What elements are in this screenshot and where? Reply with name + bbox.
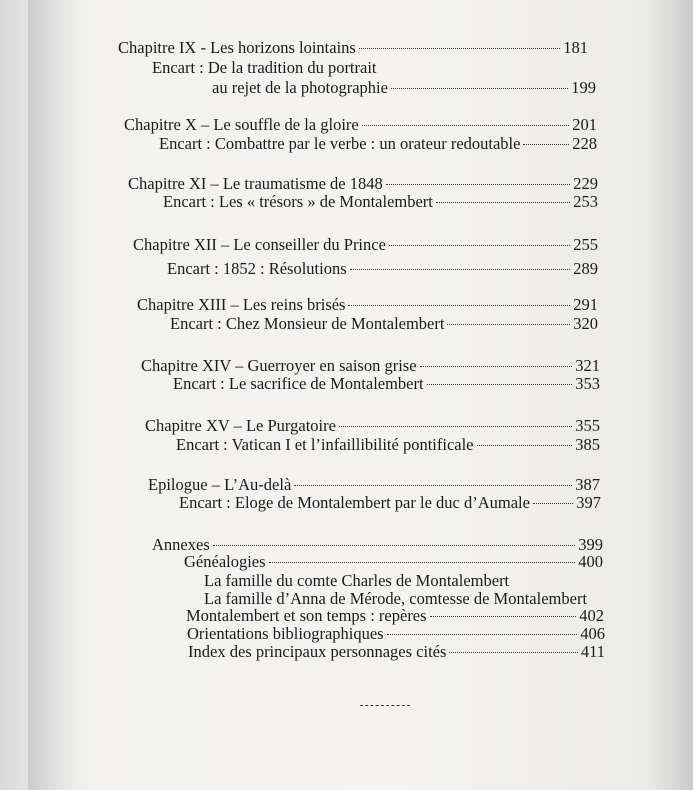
toc-entry-epilogue (148, 475, 600, 495)
toc-entry-encart-10 (159, 134, 597, 154)
toc-entry-chapter-9 (118, 38, 588, 58)
toc-page-number: 387 (575, 475, 600, 494)
toc-entry-label: Epilogue – L’Au-delà (148, 475, 292, 494)
toc-entry-encart-13 (170, 314, 598, 334)
toc-entry-reperes (186, 606, 604, 626)
dot-leader (523, 144, 569, 145)
toc-entry-label: Encart : Le sacrifice de Montalembert (173, 374, 424, 393)
toc-page-number: 201 (572, 115, 597, 134)
toc-entry-label: Chapitre XV – Le Purgatoire (145, 416, 336, 435)
toc-entry-encart-epilogue (179, 493, 601, 513)
toc-entry-label: Orientations bibliographiques (187, 624, 384, 643)
dot-leader (386, 184, 570, 185)
toc-entry-orientations (187, 624, 605, 644)
toc-entry-label: Encart : Vatican I et l’infaillibilité pontificale (176, 435, 474, 454)
toc-entry-encart-14 (173, 374, 600, 394)
toc-page-number: 406 (580, 624, 605, 643)
dot-leader (449, 652, 577, 653)
dot-leader (348, 305, 570, 306)
toc-page-number: 385 (575, 435, 600, 454)
toc-entry-label: Chapitre XI – Le traumatisme de 1848 (128, 174, 383, 193)
dot-leader (359, 48, 560, 49)
toc-famille-2: La famille d’Anna de Mérode, comtesse de Montalembert (204, 589, 588, 608)
toc-entry-chapter-10 (124, 115, 597, 135)
toc-entry-label: Chapitre XII – Le conseiller du Prince (133, 235, 386, 254)
toc-page-number: 229 (573, 174, 598, 193)
dot-leader (389, 245, 570, 246)
toc-entry-label: Index des principaux personnages cités (188, 642, 447, 661)
toc-page-number: 289 (573, 259, 598, 278)
dot-leader (387, 634, 578, 635)
toc-entry-label: Généalogies (184, 552, 266, 571)
dot-leader (477, 445, 573, 446)
toc-page-number: 400 (578, 552, 603, 571)
dot-leader (339, 426, 572, 427)
toc-entry-chapter-15 (145, 416, 600, 436)
dot-leader (294, 485, 572, 486)
toc-entry-label: Annexes (152, 535, 210, 554)
toc-page-number: 253 (573, 192, 598, 211)
toc-famille-1: La famille du comte Charles de Montalembert (204, 571, 510, 590)
toc-entry-encart-12 (167, 259, 598, 279)
dot-leader (427, 384, 573, 385)
toc-entry-chapter-14 (141, 356, 600, 376)
toc-entry-genealogies (184, 552, 603, 572)
toc-page-number: 181 (563, 38, 588, 57)
toc-entry-label: Encart : Chez Monsieur de Montalembert (170, 314, 445, 333)
toc-entry-label: Encart : Les « trésors » de Montalembert (163, 192, 433, 211)
toc-entry-label: Montalembert et son temps : repères (186, 606, 427, 625)
toc-entry-encart-9 (212, 78, 596, 98)
toc-entry-chapter-11 (128, 174, 598, 194)
toc-page-number: 255 (573, 235, 598, 254)
toc-entry-label: au rejet de la photographie (212, 78, 388, 97)
toc-page-number: 228 (572, 134, 597, 153)
toc-page-number: 355 (575, 416, 600, 435)
toc-entry-label: Chapitre XIV – Guerroyer en saison grise (141, 356, 417, 375)
toc-encart-9-line1: Encart : De la tradition du portrait (152, 58, 377, 77)
toc-entry-label: Chapitre X – Le souffle de la gloire (124, 115, 359, 134)
toc-entry-label: Chapitre IX - Les horizons lointains (118, 38, 356, 57)
toc-page-number: 411 (580, 642, 605, 661)
toc-page-number: 321 (575, 356, 600, 375)
dot-leader (213, 545, 576, 546)
dot-leader (447, 324, 570, 325)
toc-page-number: 320 (573, 314, 598, 333)
dot-leader (350, 269, 571, 270)
toc-entry-encart-11 (163, 192, 598, 212)
section-divider (360, 705, 410, 706)
dot-leader (362, 125, 570, 126)
toc-entry-label: Encart : Eloge de Montalembert par le duc d’Aumale (179, 493, 530, 512)
dot-leader (533, 503, 573, 504)
toc-entry-chapter-12 (133, 235, 598, 255)
toc-entry-label: Encart : Combattre par le verbe : un orateur redoutable (159, 134, 521, 153)
toc-page-number: 399 (578, 535, 603, 554)
toc-page-number: 397 (576, 493, 601, 512)
dot-leader (269, 562, 576, 563)
toc-entry-chapter-13 (137, 295, 598, 315)
toc-page-number: 199 (571, 78, 596, 97)
dot-leader (391, 88, 568, 89)
toc-entry-index (188, 642, 605, 662)
dot-leader (436, 202, 570, 203)
toc-entry-label: Encart : 1852 : Résolutions (167, 259, 347, 278)
toc-entry-encart-15 (176, 435, 600, 455)
dot-leader (420, 366, 573, 367)
toc-entry-label: Chapitre XIII – Les reins brisés (137, 295, 346, 314)
toc-page-number: 402 (579, 606, 604, 625)
dot-leader (430, 616, 577, 617)
toc-page-number: 353 (575, 374, 600, 393)
toc-page-number: 291 (573, 295, 598, 314)
